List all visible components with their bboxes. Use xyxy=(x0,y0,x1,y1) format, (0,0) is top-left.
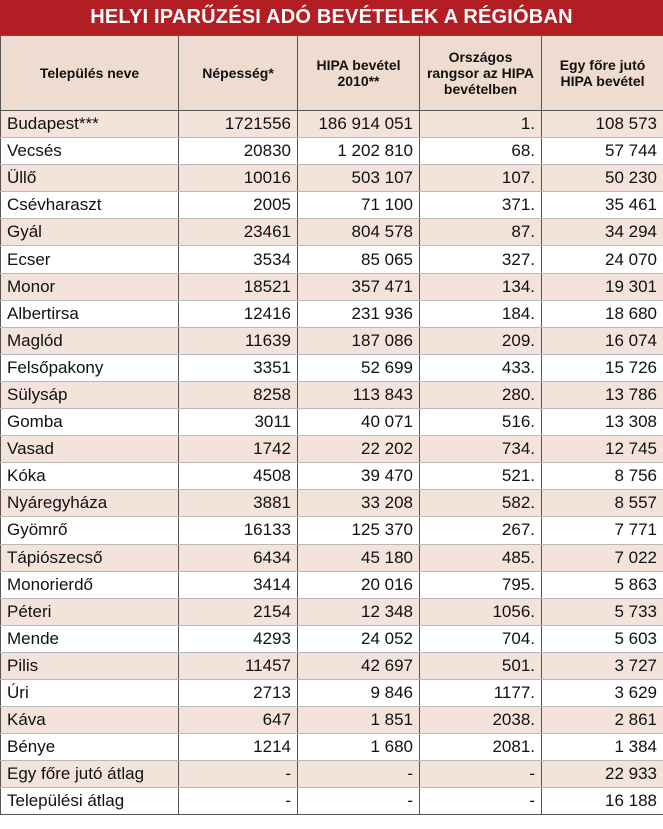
cell-per-capita-revenue: 13 786 xyxy=(542,381,663,408)
cell-population: 2154 xyxy=(179,598,298,625)
cell-hipa-revenue: 71 100 xyxy=(298,192,420,219)
table-body xyxy=(1,111,663,815)
cell-hipa-revenue: 1 202 810 xyxy=(298,138,420,165)
cell-settlement-name: Monorierdő xyxy=(1,571,179,598)
table-row xyxy=(1,571,663,598)
cell-national-rank: 1177. xyxy=(420,679,542,706)
cell-national-rank: 485. xyxy=(420,544,542,571)
cell-national-rank: - xyxy=(420,761,542,788)
cell-settlement-name: Pilis xyxy=(1,652,179,679)
cell-per-capita-revenue: 13 308 xyxy=(542,409,663,436)
cell-per-capita-revenue: 108 573 xyxy=(542,111,663,138)
cell-hipa-revenue: 45 180 xyxy=(298,544,420,571)
cell-national-rank: 795. xyxy=(420,571,542,598)
table-row xyxy=(1,165,663,192)
cell-national-rank: 2038. xyxy=(420,707,542,734)
cell-national-rank: 87. xyxy=(420,219,542,246)
cell-national-rank: 280. xyxy=(420,381,542,408)
cell-population: 647 xyxy=(179,707,298,734)
cell-population: 3881 xyxy=(179,490,298,517)
table-row xyxy=(1,300,663,327)
table-row xyxy=(1,273,663,300)
cell-per-capita-revenue: 16 188 xyxy=(542,788,663,815)
cell-per-capita-revenue: 3 629 xyxy=(542,679,663,706)
cell-settlement-name: Mende xyxy=(1,625,179,652)
cell-population: 11457 xyxy=(179,652,298,679)
cell-per-capita-revenue: 24 070 xyxy=(542,246,663,273)
cell-population: 3011 xyxy=(179,409,298,436)
cell-hipa-revenue: 186 914 051 xyxy=(298,111,420,138)
cell-settlement-name: Települési átlag xyxy=(1,788,179,815)
cell-settlement-name: Csévharaszt xyxy=(1,192,179,219)
cell-hipa-revenue: 9 846 xyxy=(298,679,420,706)
cell-settlement-name: Úri xyxy=(1,679,179,706)
cell-population: 16133 xyxy=(179,517,298,544)
cell-hipa-revenue: 40 071 xyxy=(298,409,420,436)
cell-settlement-name: Gyömrő xyxy=(1,517,179,544)
cell-national-rank: 501. xyxy=(420,652,542,679)
header-national-rank: Országos rangsor az HIPA bevételben xyxy=(420,36,542,111)
cell-hipa-revenue: 1 851 xyxy=(298,707,420,734)
cell-hipa-revenue: 804 578 xyxy=(298,219,420,246)
cell-population: 8258 xyxy=(179,381,298,408)
cell-hipa-revenue: 503 107 xyxy=(298,165,420,192)
table-row xyxy=(1,788,663,815)
cell-per-capita-revenue: 7 022 xyxy=(542,544,663,571)
cell-national-rank: 327. xyxy=(420,246,542,273)
cell-national-rank: 68. xyxy=(420,138,542,165)
cell-settlement-name: Nyáregyháza xyxy=(1,490,179,517)
cell-population: 18521 xyxy=(179,273,298,300)
cell-hipa-revenue: 33 208 xyxy=(298,490,420,517)
cell-population: 4293 xyxy=(179,625,298,652)
table-row xyxy=(1,652,663,679)
cell-population: 2713 xyxy=(179,679,298,706)
cell-national-rank: 516. xyxy=(420,409,542,436)
cell-settlement-name: Kóka xyxy=(1,463,179,490)
cell-population: 3414 xyxy=(179,571,298,598)
table-row xyxy=(1,707,663,734)
cell-per-capita-revenue: 18 680 xyxy=(542,300,663,327)
table-row xyxy=(1,138,663,165)
table-row xyxy=(1,192,663,219)
cell-hipa-revenue: 357 471 xyxy=(298,273,420,300)
cell-hipa-revenue: 187 086 xyxy=(298,327,420,354)
cell-settlement-name: Felsőpakony xyxy=(1,354,179,381)
cell-population: 3351 xyxy=(179,354,298,381)
header-settlement-name: Település neve xyxy=(1,36,179,111)
cell-settlement-name: Gomba xyxy=(1,409,179,436)
cell-population: 1214 xyxy=(179,734,298,761)
cell-settlement-name: Budapest*** xyxy=(1,111,179,138)
cell-settlement-name: Albertirsa xyxy=(1,300,179,327)
cell-national-rank: 704. xyxy=(420,625,542,652)
cell-national-rank: 134. xyxy=(420,273,542,300)
cell-hipa-revenue: 12 348 xyxy=(298,598,420,625)
header-row xyxy=(1,36,663,111)
cell-hipa-revenue: 24 052 xyxy=(298,625,420,652)
cell-population: 20830 xyxy=(179,138,298,165)
cell-settlement-name: Monor xyxy=(1,273,179,300)
cell-national-rank: 521. xyxy=(420,463,542,490)
cell-settlement-name: Gyál xyxy=(1,219,179,246)
cell-population: 6434 xyxy=(179,544,298,571)
table-title: HELYI IPARŰZÉSI ADÓ BEVÉTELEK A RÉGIÓBAN xyxy=(0,0,663,35)
cell-population: 4508 xyxy=(179,463,298,490)
table-row xyxy=(1,598,663,625)
cell-population: - xyxy=(179,761,298,788)
header-hipa-revenue: HIPA bevétel 2010** xyxy=(298,36,420,111)
cell-settlement-name: Ecser xyxy=(1,246,179,273)
table-row xyxy=(1,734,663,761)
table-row xyxy=(1,625,663,652)
cell-hipa-revenue: - xyxy=(298,788,420,815)
table-row xyxy=(1,327,663,354)
table-row xyxy=(1,436,663,463)
table-row xyxy=(1,517,663,544)
cell-settlement-name: Káva xyxy=(1,707,179,734)
cell-per-capita-revenue: 5 733 xyxy=(542,598,663,625)
cell-population: 11639 xyxy=(179,327,298,354)
cell-per-capita-revenue: 1 384 xyxy=(542,734,663,761)
table-row xyxy=(1,761,663,788)
cell-per-capita-revenue: 12 745 xyxy=(542,436,663,463)
table-row xyxy=(1,111,663,138)
cell-per-capita-revenue: 5 863 xyxy=(542,571,663,598)
cell-settlement-name: Sülysáp xyxy=(1,381,179,408)
cell-hipa-revenue: 125 370 xyxy=(298,517,420,544)
cell-national-rank: 1. xyxy=(420,111,542,138)
cell-national-rank: - xyxy=(420,788,542,815)
cell-national-rank: 582. xyxy=(420,490,542,517)
tax-revenue-table xyxy=(0,35,663,815)
cell-per-capita-revenue: 57 744 xyxy=(542,138,663,165)
cell-settlement-name: Bénye xyxy=(1,734,179,761)
cell-per-capita-revenue: 35 461 xyxy=(542,192,663,219)
cell-per-capita-revenue: 22 933 xyxy=(542,761,663,788)
table-row xyxy=(1,490,663,517)
header-per-capita-revenue: Egy főre jutó HIPA bevétel xyxy=(542,36,663,111)
cell-national-rank: 107. xyxy=(420,165,542,192)
cell-settlement-name: Maglód xyxy=(1,327,179,354)
table-row xyxy=(1,381,663,408)
cell-hipa-revenue: 52 699 xyxy=(298,354,420,381)
table-row xyxy=(1,679,663,706)
table-row xyxy=(1,409,663,436)
cell-national-rank: 734. xyxy=(420,436,542,463)
cell-population: 10016 xyxy=(179,165,298,192)
cell-per-capita-revenue: 5 603 xyxy=(542,625,663,652)
cell-per-capita-revenue: 19 301 xyxy=(542,273,663,300)
cell-hipa-revenue: 22 202 xyxy=(298,436,420,463)
cell-per-capita-revenue: 8 756 xyxy=(542,463,663,490)
cell-settlement-name: Vecsés xyxy=(1,138,179,165)
cell-settlement-name: Péteri xyxy=(1,598,179,625)
cell-national-rank: 433. xyxy=(420,354,542,381)
table-row xyxy=(1,544,663,571)
cell-per-capita-revenue: 2 861 xyxy=(542,707,663,734)
cell-population: 1721556 xyxy=(179,111,298,138)
cell-per-capita-revenue: 3 727 xyxy=(542,652,663,679)
table-row xyxy=(1,246,663,273)
cell-per-capita-revenue: 15 726 xyxy=(542,354,663,381)
cell-hipa-revenue: 113 843 xyxy=(298,381,420,408)
table-row xyxy=(1,354,663,381)
cell-hipa-revenue: 20 016 xyxy=(298,571,420,598)
cell-national-rank: 184. xyxy=(420,300,542,327)
cell-national-rank: 1056. xyxy=(420,598,542,625)
table-row xyxy=(1,463,663,490)
cell-population: 1742 xyxy=(179,436,298,463)
cell-per-capita-revenue: 50 230 xyxy=(542,165,663,192)
cell-hipa-revenue: 85 065 xyxy=(298,246,420,273)
cell-hipa-revenue: - xyxy=(298,761,420,788)
header-population: Népesség* xyxy=(179,36,298,111)
cell-per-capita-revenue: 7 771 xyxy=(542,517,663,544)
cell-per-capita-revenue: 16 074 xyxy=(542,327,663,354)
cell-national-rank: 2081. xyxy=(420,734,542,761)
cell-hipa-revenue: 42 697 xyxy=(298,652,420,679)
cell-hipa-revenue: 39 470 xyxy=(298,463,420,490)
cell-national-rank: 209. xyxy=(420,327,542,354)
cell-settlement-name: Üllő xyxy=(1,165,179,192)
cell-hipa-revenue: 231 936 xyxy=(298,300,420,327)
cell-population: 3534 xyxy=(179,246,298,273)
cell-population: 2005 xyxy=(179,192,298,219)
cell-national-rank: 371. xyxy=(420,192,542,219)
cell-population: - xyxy=(179,788,298,815)
cell-settlement-name: Egy főre jutó átlag xyxy=(1,761,179,788)
cell-hipa-revenue: 1 680 xyxy=(298,734,420,761)
cell-per-capita-revenue: 8 557 xyxy=(542,490,663,517)
cell-national-rank: 267. xyxy=(420,517,542,544)
cell-population: 12416 xyxy=(179,300,298,327)
cell-population: 23461 xyxy=(179,219,298,246)
cell-settlement-name: Vasad xyxy=(1,436,179,463)
cell-settlement-name: Tápiószecső xyxy=(1,544,179,571)
cell-per-capita-revenue: 34 294 xyxy=(542,219,663,246)
table-row xyxy=(1,219,663,246)
